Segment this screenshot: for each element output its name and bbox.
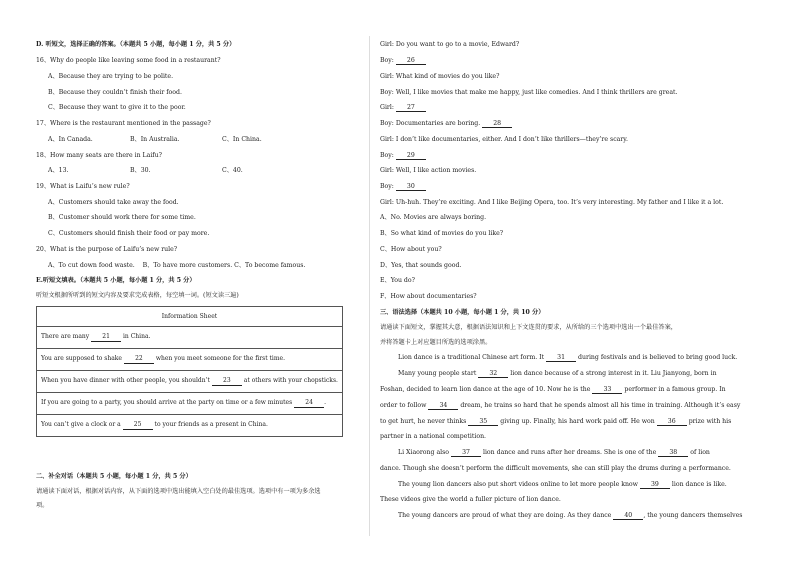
table-title: Information Sheet <box>37 307 343 327</box>
option-a: A、No. Movies are always boring. <box>380 214 487 221</box>
blank-37[interactable]: 37 <box>451 449 481 457</box>
blank-28[interactable]: 28 <box>482 120 512 128</box>
passage-text: order to follow <box>380 402 427 409</box>
passage-text: lion dance and runs after her dreams. She is one of the <box>482 449 657 456</box>
dialogue-line: Girl: Uh-huh. They’re exciting. And I like Beijing Opera, too. It’s very interesting. My father and I like it a lot. <box>380 199 724 206</box>
passage-text: The young lion dancers also put short videos online to let more people know <box>398 481 638 488</box>
question-18: 18、How many seats are there in Laifu? <box>36 152 162 159</box>
row-text: If you are going to a party, you should arrive at the party on time or a few minutes <box>41 399 293 407</box>
option-d: D、Yes, that sounds good. <box>380 262 462 269</box>
section-three-heading: 三、语法选择（本题共 10 小题，每小题 1 分，共 10 分） <box>380 309 545 316</box>
dialogue-line: Girl: Well, I like action movies. <box>380 167 477 174</box>
dialogue-text: Boy: Documentaries are boring. <box>380 120 481 127</box>
section-two-heading: 二、补全对话（本题共 5 小题，每小题 1 分，共 5 分） <box>36 473 192 480</box>
passage-text: prize with his <box>688 418 732 425</box>
passage-text: lion dance because of a strong interest in it. Liu Jianyong, born in <box>510 370 717 377</box>
table-row <box>37 393 343 415</box>
passage-line <box>398 449 710 457</box>
dialogue-line: Boy: Well, I like movies that make me happy, just like comedies. And I think thrillers are great. <box>380 89 678 96</box>
row-text: in China. <box>123 333 151 341</box>
passage-text: to get hurt, he never thinks <box>380 418 467 425</box>
blank-38[interactable]: 38 <box>658 449 688 457</box>
passage-line <box>398 354 737 362</box>
passage-text: The young dancers are proud of what they are doing. As they dance <box>398 512 612 519</box>
column-divider <box>369 36 370 536</box>
blank-23[interactable]: 23 <box>212 377 242 385</box>
passage-text: Li Xiaorong also <box>398 449 450 456</box>
dialogue-line: Girl: What kind of movies do you like? <box>380 73 500 80</box>
q20-options: A、To cut down food waste. B、To have more customers. C、To become famous. <box>48 262 306 269</box>
table-row <box>37 349 343 371</box>
q16-option-a: A、Because they are trying to be polite. <box>48 73 174 80</box>
information-sheet-table <box>36 306 343 437</box>
passage-line <box>398 512 742 520</box>
dialogue-line <box>380 183 426 191</box>
passage-line: dance. Though she doesn’t perform the difficult movements, she can still play the drums during a performance. <box>380 465 731 472</box>
blank-21[interactable]: 21 <box>91 333 121 341</box>
q19-option-c: C、Customers should finish their food or pay more. <box>48 230 210 237</box>
dialogue-line: Girl: Do you want to go to a movie, Edward? <box>380 41 520 48</box>
blank-36[interactable]: 36 <box>657 418 687 426</box>
passage-text: , the young dancers themselves <box>643 512 743 519</box>
q17-option-b: B、In Australia. <box>130 136 180 143</box>
dialogue-line <box>380 120 512 128</box>
passage-text: Many young people start <box>398 370 477 377</box>
question-20: 20、What is the purpose of Laifu’s new rule? <box>36 246 178 253</box>
blank-29[interactable]: 29 <box>396 152 426 160</box>
section-e-heading: E.听短文填表。（本题共 5 小题，每小题 1 分，共 5 分） <box>36 277 196 284</box>
passage-line <box>398 481 727 489</box>
blank-39[interactable]: 39 <box>640 481 670 489</box>
q18-option-c: C、40. <box>222 167 243 174</box>
question-16: 16、Why do people like leaving some food in a restaurant? <box>36 57 221 64</box>
blank-33[interactable]: 33 <box>592 386 622 394</box>
option-f: F、How about documentaries? <box>380 293 477 300</box>
passage-line <box>380 402 740 410</box>
section-two-instructions-1: 请通读下面对话，根据对话内容，从下面的选项中选出能填入空白处的最佳选项。选项中有一项为多余选 <box>36 488 321 495</box>
blank-27[interactable]: 27 <box>396 104 426 112</box>
speaker: Boy: <box>380 152 394 159</box>
section-three-instructions-2: 并将答题卡上对应题目所选的选项涂黑。 <box>380 339 492 346</box>
blank-22[interactable]: 22 <box>124 355 154 363</box>
question-19: 19、What is Laifu’s new rule? <box>36 183 130 190</box>
speaker: Girl: <box>380 104 394 111</box>
dialogue-line <box>380 104 426 112</box>
blank-26[interactable]: 26 <box>396 57 426 65</box>
blank-34[interactable]: 34 <box>428 402 458 410</box>
passage-text: of lion <box>690 449 710 456</box>
section-three-instructions-1: 请通读下面短文，掌握其大意，根据语法知识和上下文连贯的要求，从所给的三个选项中选出一个最佳答案， <box>380 324 677 331</box>
dialogue-line <box>380 57 426 65</box>
q19-option-b: B、Customer should work there for some time. <box>48 214 196 221</box>
blank-24[interactable]: 24 <box>294 399 324 407</box>
dialogue-line: Girl: I don’t like documentaries, either. And I don’t like thrillers—they’re scary. <box>380 136 628 143</box>
passage-text: performer in a famous group. In <box>624 386 726 393</box>
speaker: Boy: <box>380 183 394 190</box>
q17-option-a: A、In Canada. <box>48 136 93 143</box>
passage-text: during festivals and is believed to bring good luck. <box>578 354 738 361</box>
table-row <box>37 415 343 437</box>
section-two-instructions-2: 项。 <box>36 502 49 509</box>
q19-option-a: A、Customers should take away the food. <box>48 199 179 206</box>
option-e: E、You do? <box>380 277 415 284</box>
passage-line <box>398 370 717 378</box>
q18-option-b: B、30. <box>130 167 151 174</box>
section-e-instructions: 听短文根据所听到的短文内容及要求完成表格，每空填一词。(短文读三遍) <box>36 292 239 299</box>
blank-35[interactable]: 35 <box>468 418 498 426</box>
passage-line: partner in a national competition. <box>380 433 487 440</box>
row-text: There are many <box>41 333 90 341</box>
row-text: at others with your chopsticks. <box>243 377 338 385</box>
row-text: You are supposed to shake <box>41 355 122 363</box>
q18-option-a: A、13. <box>48 167 69 174</box>
blank-40[interactable]: 40 <box>613 512 643 520</box>
question-17: 17、Where is the restaurant mentioned in the passage? <box>36 120 211 127</box>
row-text: When you have dinner with other people, you shouldn’t <box>41 377 210 385</box>
option-b: B、So what kind of movies do you like? <box>380 230 504 237</box>
passage-line <box>380 418 731 426</box>
blank-31[interactable]: 31 <box>546 354 576 362</box>
table-row <box>37 371 343 393</box>
row-text: when you meet someone for the first time. <box>155 355 285 363</box>
passage-text: lion dance is like. <box>671 481 727 488</box>
passage-line: These videos give the world a fuller picture of lion dance. <box>380 496 561 503</box>
speaker: Boy: <box>380 57 394 64</box>
row-text: You can’t give a clock or a <box>41 421 121 429</box>
q16-option-b: B、Because they couldn’t finish their food. <box>48 89 182 96</box>
dialogue-line <box>380 152 426 160</box>
blank-32[interactable]: 32 <box>478 370 508 378</box>
q16-option-c: C、Because they want to give it to the poor. <box>48 104 186 111</box>
passage-line <box>380 386 726 394</box>
passage-text: Lion dance is a traditional Chinese art form. It <box>398 354 545 361</box>
blank-30[interactable]: 30 <box>396 183 426 191</box>
option-c: C、How about you? <box>380 246 442 253</box>
row-text: to your friends as a present in China. <box>154 421 268 429</box>
row-text: . <box>324 399 327 407</box>
table-row <box>37 327 343 349</box>
section-d-heading: D. 听短文，选择正确的答案。（本题共 5 小题，每小题 1 分，共 5 分） <box>36 41 236 48</box>
table-header-row <box>37 307 343 327</box>
passage-text: giving up. Finally, his hard work paid off. He won <box>500 418 655 425</box>
q17-option-c: C、In China. <box>222 136 262 143</box>
passage-text: Foshan, decided to learn lion dance at the age of 10. Now he is the <box>380 386 591 393</box>
blank-25[interactable]: 25 <box>123 421 153 429</box>
passage-text: dream, he trains so hard that he spends almost all his time in training. Although it’s easy <box>460 402 741 409</box>
